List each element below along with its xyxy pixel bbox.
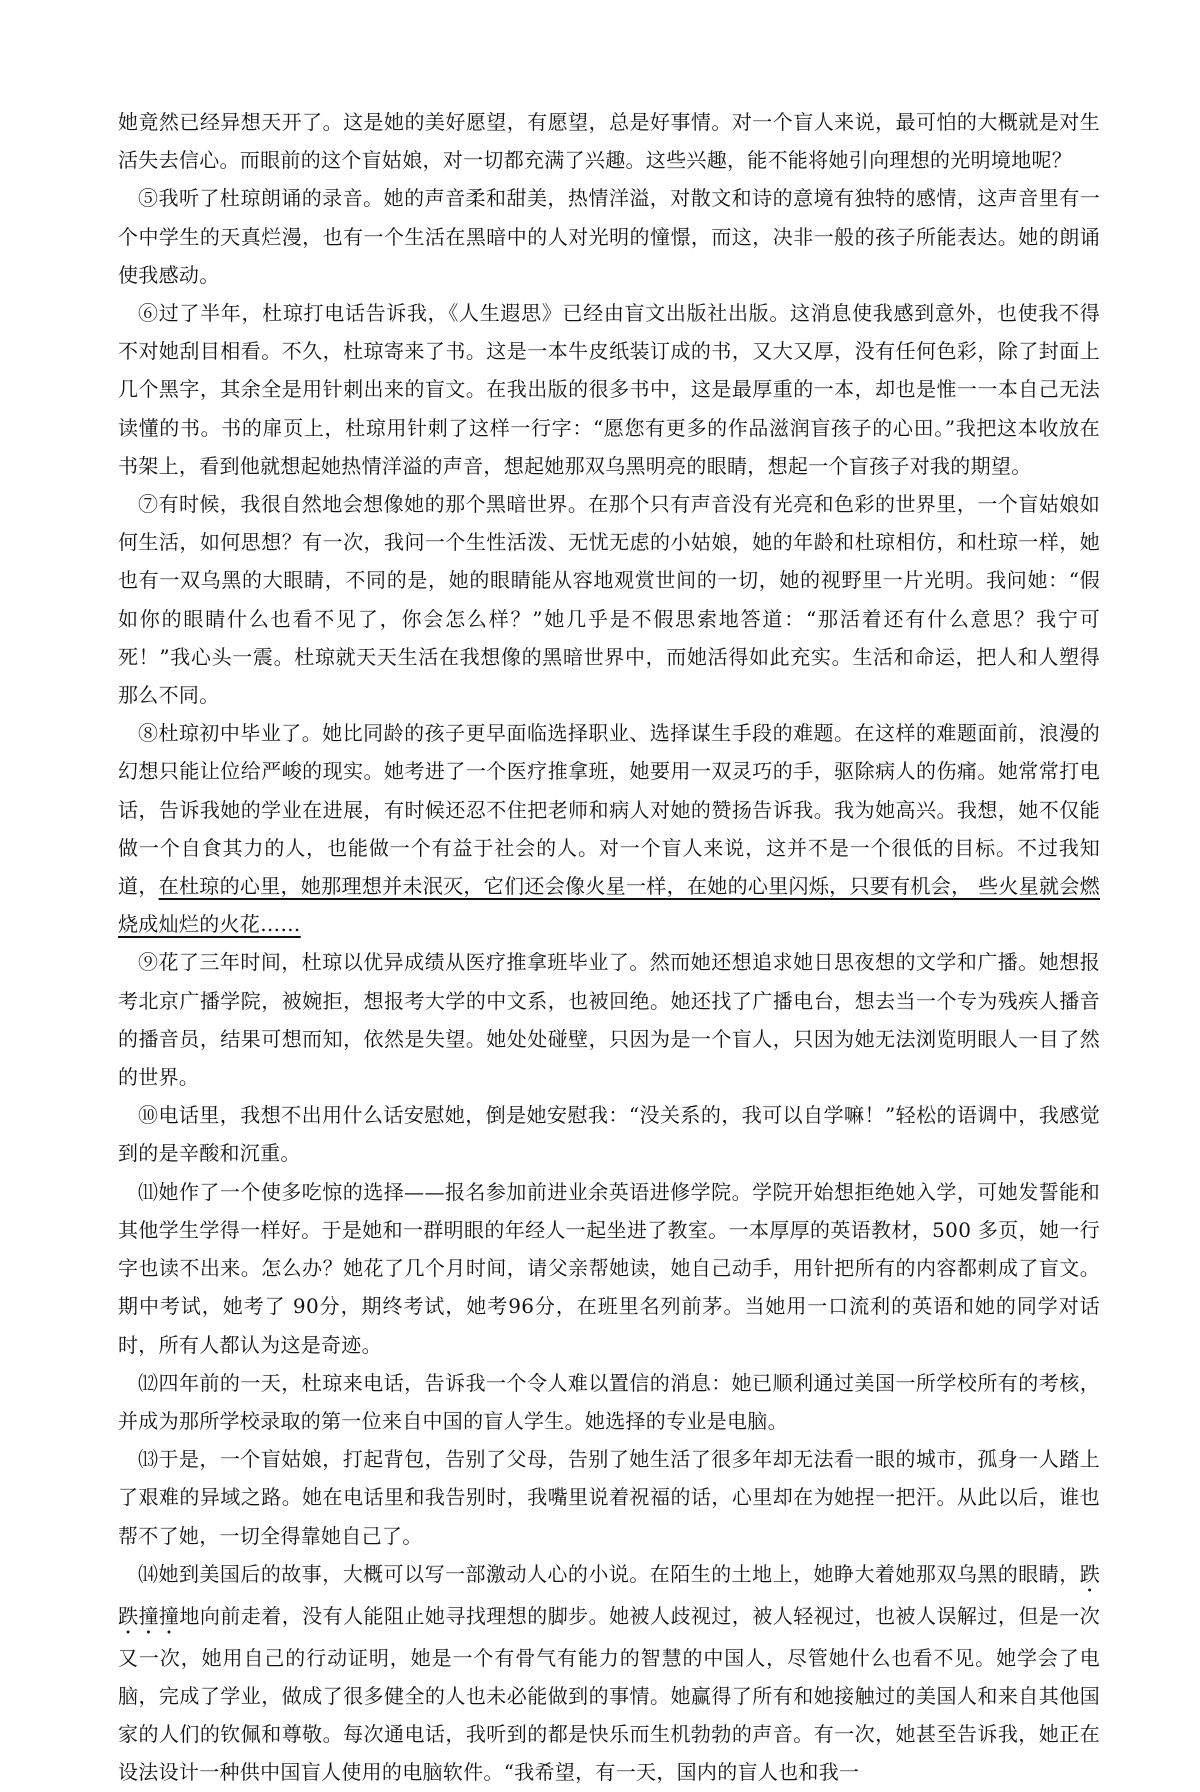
paragraph-12: ⑿四年前的一天，杜琼来电话，告诉我一个令人难以置信的消息：她已顺利通过美国一所学校所有的考核，并成为那所学校录取的第一位来自中国的盲人学生。她选择的专业是电脑。 — [118, 1370, 1100, 1433]
paragraph-14-text-after: 地向前走着，没有人能阻止她寻找理想的脚步。她被人歧视过，被人轻视过，也被人误解过，但是一次又一次，她用自己的行动证明，她是一个有骨气有能力的智慧的中国人，尽管她什么也看不见。她学会了电脑，完成了学业，做成了很多健全的人也未必能做到的事情。她赢得了所有和她接触过的美国人和来自其他国家的人们的钦佩和尊敬。每次通电话，我听到的都是快乐而生机勃勃的声音。有一次，她甚至告诉我，她正在设法设计一种供中国盲人使用的电脑软件。“我希望，有一天，国内的盲人也和我一 — [118, 1603, 1100, 1785]
paragraph-8 — [118, 714, 1100, 943]
paragraph-9: ⑨花了三年时间，杜琼以优异成绩从医疗推拿班毕业了。然而她还想追求她日思夜想的文学和广播。她想报考北京广播学院，被婉拒，想报考大学的中文系，也被回绝。她还找了广播电台，想去当一个专为残疾人播音的播音员，结果可想而知，依然是失望。她处处碰壁，只因为是一个盲人，只因为她无法浏览明眼人一目了然的世界。 — [118, 950, 1100, 1090]
paragraph-5: ⑤我听了杜琼朗诵的录音。她的声音柔和甜美，热情洋溢，对散文和诗的意境有独特的感情，这声音里有一个中学生的天真烂漫，也有一个生活在黑暗中的人对光明的憧憬，而这，决非一般的孩子所能表达。她的朗诵使我感动。 — [118, 186, 1100, 287]
underlined-sentence: 在杜琼的心里，她那理想并未泯灭，它们还会像火星一样，在她的心里闪烁，只要有机会， 些火星就会燃烧成灿烂的火花…… — [118, 874, 1100, 937]
paragraph-14 — [118, 1555, 1100, 1792]
paragraph-6: ⑥过了半年，杜琼打电话告诉我，《人生遐思》已经由盲文出版社出版。这消息使我感到意外，也使我不得不对她刮目相看。不久，杜琼寄来了书。这是一本牛皮纸装订成的书，又大又厚，没有任何色彩，除了封面上几个黑字，其余全是用针刺出来的盲文。在我出版的很多书中，这是最厚重的一本，却也是惟一一本自己无法读懂的书。书的扉页上，杜琼用针刺了这样一行字：“愿您有更多的作品滋润盲孩子的心田。”我把这本收放在书架上，看到他就想起她热情洋溢的声音，想起她那双乌黑明亮的眼睛，想起一个盲孩子对我的期望。 — [118, 301, 1100, 478]
paragraph-14-text-before: ⒁她到美国后的故事，大概可以写一部激动人心的小说。在陌生的土地上，她睁大着她那双乌黑的眼睛， — [138, 1561, 1080, 1586]
emphasized-word: 跌跌撞撞 — [118, 1561, 1100, 1628]
paragraph-7: ⑦有时候，我很自然地会想像她的那个黑暗世界。在那个只有声音没有光亮和色彩的世界里，一个盲姑娘如何生活，如何思想？有一次，我问一个生性活泼、无忧无虑的小姑娘，她的年龄和杜琼相仿，和杜琼一样，她也有一双乌黑的大眼睛，不同的是，她的眼睛能从容地观赏世间的一切，她的视野里一片光明。我问她：“假如你的眼睛什么也看不见了，你会怎么样？”她几乎是不假思索地答道：“那活着还有什么意思？我宁可死！”我心头一震。杜琼就天天生活在我想像的黑暗世界中，而她活得如此充实。生活和命运，把人和人塑得那么不同。 — [118, 492, 1100, 708]
paragraph-10: ⑩电话里，我想不出用什么话安慰她，倒是她安慰我：“没关系的，我可以自学嘛！”轻松的语调中，我感觉到的是辛酸和沉重。 — [118, 1103, 1100, 1166]
document-page — [118, 103, 1100, 1792]
paragraph-8-text: ⑧杜琼初中毕业了。她比同龄的孩子更早面临选择职业、选择谋生手段的难题。在这样的难题面前，浪漫的幻想只能让位给严峻的现实。她考进了一个医疗推拿班，她要用一双灵巧的手，驱除病人的伤痛。她常常打电话，告诉我她的学业在进展，有时候还忍不住把老师和病人对她的赞扬告诉我。我为她高兴。我想，她不仅能做一个自食其力的人，也能做一个有益于社会的人。对一个盲人来说，这并不是一个很低的目标。不过我知道， — [118, 721, 1100, 899]
paragraph-11: ⑾她作了一个使多吃惊的选择——报名参加前进业余英语进修学院。学院开始想拒绝她入学，可她发誓能和其他学生学得一样好。于是她和一群明眼的年经人一起坐进了教室。一本厚厚的英语教材，500 多页，她一行字也读不出来。怎么办？她花了几个月时间，请父亲帮她读，她自己动手，用针把所有的内容都刺成了盲文。期中考试，她考了 90分，期终考试，她考96分，在班里名列前茅。当她用一口流利的英语和她的同学对话时，所有人都认为这是奇迹。 — [118, 1179, 1100, 1357]
paragraph-13: ⒀于是，一个盲姑娘，打起背包，告别了父母，告别了她生活了很多年却无法看一眼的城市，孤身一人踏上了艰难的异域之路。她在电话里和我告别时，我嘴里说着祝福的话，心里却在为她捏一把汗。从此以后，谁也帮不了她，一切全得靠她自己了。 — [118, 1447, 1100, 1548]
paragraph-continued: 她竟然已经异想天开了。这是她的美好愿望，有愿望，总是好事情。对一个盲人来说，最可怕的大概就是对生活失去信心。而眼前的这个盲姑娘，对一切都充满了兴趣。这些兴趣，能不能将她引向理想的光明境地呢？ — [118, 110, 1100, 173]
